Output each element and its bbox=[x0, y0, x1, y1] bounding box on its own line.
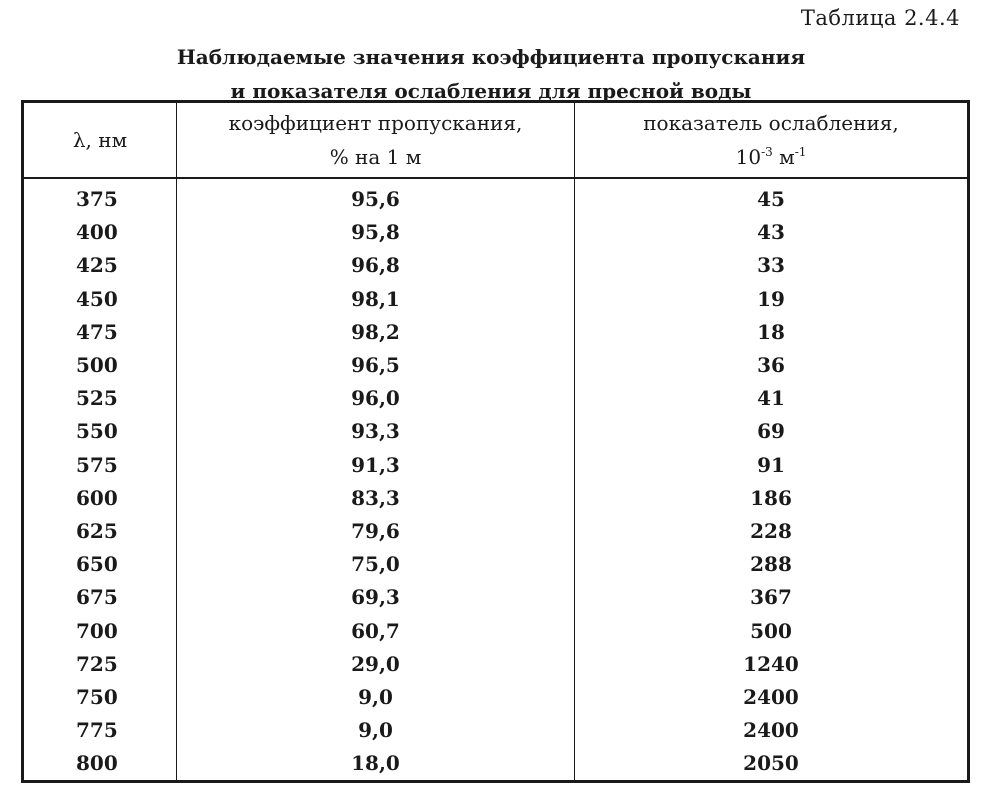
cell-attenuation: 45 bbox=[575, 178, 969, 216]
cell-transmission: 60,7 bbox=[177, 614, 575, 647]
cell-attenuation: 33 bbox=[575, 249, 969, 282]
cell-attenuation: 36 bbox=[575, 349, 969, 382]
cell-transmission: 18,0 bbox=[177, 747, 575, 782]
header-attenuation-line-1: показатель ослабления, bbox=[643, 111, 899, 135]
cell-transmission: 96,8 bbox=[177, 249, 575, 282]
table-row bbox=[23, 747, 969, 782]
table-row bbox=[23, 382, 969, 415]
table-row bbox=[23, 349, 969, 382]
unit-meter-exponent: -1 bbox=[794, 145, 807, 159]
cell-lambda: 375 bbox=[76, 187, 118, 212]
cell-lambda: 625 bbox=[76, 518, 118, 543]
table-row bbox=[23, 178, 969, 216]
cell-transmission: 98,1 bbox=[177, 283, 575, 316]
cell-attenuation: 18 bbox=[575, 316, 969, 349]
cell-transmission: 95,6 bbox=[177, 178, 575, 216]
table-title-line-2: и показателя ослабления для пресной воды bbox=[230, 79, 752, 103]
unit-meter: м bbox=[772, 145, 795, 169]
table-row bbox=[23, 216, 969, 249]
cell-attenuation: 228 bbox=[575, 515, 969, 548]
cell-transmission: 96,5 bbox=[177, 349, 575, 382]
cell-lambda: 600 bbox=[76, 485, 118, 510]
cell-lambda: 750 bbox=[76, 684, 118, 709]
cell-transmission: 69,3 bbox=[177, 581, 575, 614]
cell-lambda: 525 bbox=[76, 386, 118, 411]
cell-lambda: 675 bbox=[76, 585, 118, 610]
cell-lambda: 650 bbox=[76, 552, 118, 577]
cell-attenuation: 2050 bbox=[575, 747, 969, 782]
cell-attenuation: 500 bbox=[575, 614, 969, 647]
table-body bbox=[23, 178, 969, 782]
table-row bbox=[23, 449, 969, 482]
table-row bbox=[23, 515, 969, 548]
table-row bbox=[23, 648, 969, 681]
cell-attenuation: 69 bbox=[575, 415, 969, 448]
header-transmission bbox=[177, 102, 575, 179]
cell-lambda: 500 bbox=[76, 353, 118, 378]
header-attenuation bbox=[575, 102, 969, 179]
cell-attenuation: 41 bbox=[575, 382, 969, 415]
table-row bbox=[23, 614, 969, 647]
cell-attenuation: 2400 bbox=[575, 714, 969, 747]
cell-transmission: 93,3 bbox=[177, 415, 575, 448]
unit-base: 10 bbox=[735, 145, 762, 169]
cell-transmission: 83,3 bbox=[177, 482, 575, 515]
cell-attenuation: 43 bbox=[575, 216, 969, 249]
header-row bbox=[23, 102, 969, 179]
cell-lambda: 550 bbox=[76, 419, 118, 444]
cell-attenuation: 91 bbox=[575, 449, 969, 482]
cell-lambda: 775 bbox=[76, 718, 118, 743]
cell-transmission: 98,2 bbox=[177, 316, 575, 349]
table-title bbox=[0, 40, 982, 108]
header-lambda: λ, нм bbox=[23, 102, 177, 179]
data-table bbox=[21, 100, 970, 783]
cell-transmission: 79,6 bbox=[177, 515, 575, 548]
table-row bbox=[23, 581, 969, 614]
cell-lambda: 725 bbox=[76, 651, 118, 676]
cell-attenuation: 2400 bbox=[575, 681, 969, 714]
table-row bbox=[23, 714, 969, 747]
cell-attenuation: 288 bbox=[575, 548, 969, 581]
cell-lambda: 425 bbox=[76, 253, 118, 278]
unit-exponent: -3 bbox=[761, 145, 773, 159]
table-row bbox=[23, 316, 969, 349]
table-row bbox=[23, 415, 969, 448]
table-title-line-1: Наблюдаемые значения коэффициента пропускания bbox=[176, 45, 806, 69]
table-row bbox=[23, 283, 969, 316]
cell-lambda: 400 bbox=[76, 220, 118, 245]
cell-lambda: 475 bbox=[76, 319, 118, 344]
cell-lambda: 575 bbox=[76, 452, 118, 477]
table-row bbox=[23, 681, 969, 714]
cell-transmission: 95,8 bbox=[177, 216, 575, 249]
table-row bbox=[23, 548, 969, 581]
cell-lambda: 700 bbox=[76, 618, 118, 643]
table-row bbox=[23, 482, 969, 515]
cell-attenuation: 367 bbox=[575, 581, 969, 614]
cell-lambda: 450 bbox=[76, 286, 118, 311]
cell-transmission: 91,3 bbox=[177, 449, 575, 482]
table-row bbox=[23, 249, 969, 282]
table-number: Таблица 2.4.4 bbox=[800, 6, 960, 30]
cell-transmission: 9,0 bbox=[177, 681, 575, 714]
cell-attenuation: 1240 bbox=[575, 648, 969, 681]
header-transmission-line-1: коэффициент пропускания, bbox=[228, 111, 523, 135]
header-transmission-line-2: % на 1 м bbox=[329, 145, 422, 169]
cell-transmission: 75,0 bbox=[177, 548, 575, 581]
cell-transmission: 29,0 bbox=[177, 648, 575, 681]
cell-attenuation: 19 bbox=[575, 283, 969, 316]
cell-attenuation: 186 bbox=[575, 482, 969, 515]
cell-lambda: 800 bbox=[76, 751, 118, 776]
cell-transmission: 96,0 bbox=[177, 382, 575, 415]
header-attenuation-unit bbox=[575, 140, 967, 174]
cell-transmission: 9,0 bbox=[177, 714, 575, 747]
